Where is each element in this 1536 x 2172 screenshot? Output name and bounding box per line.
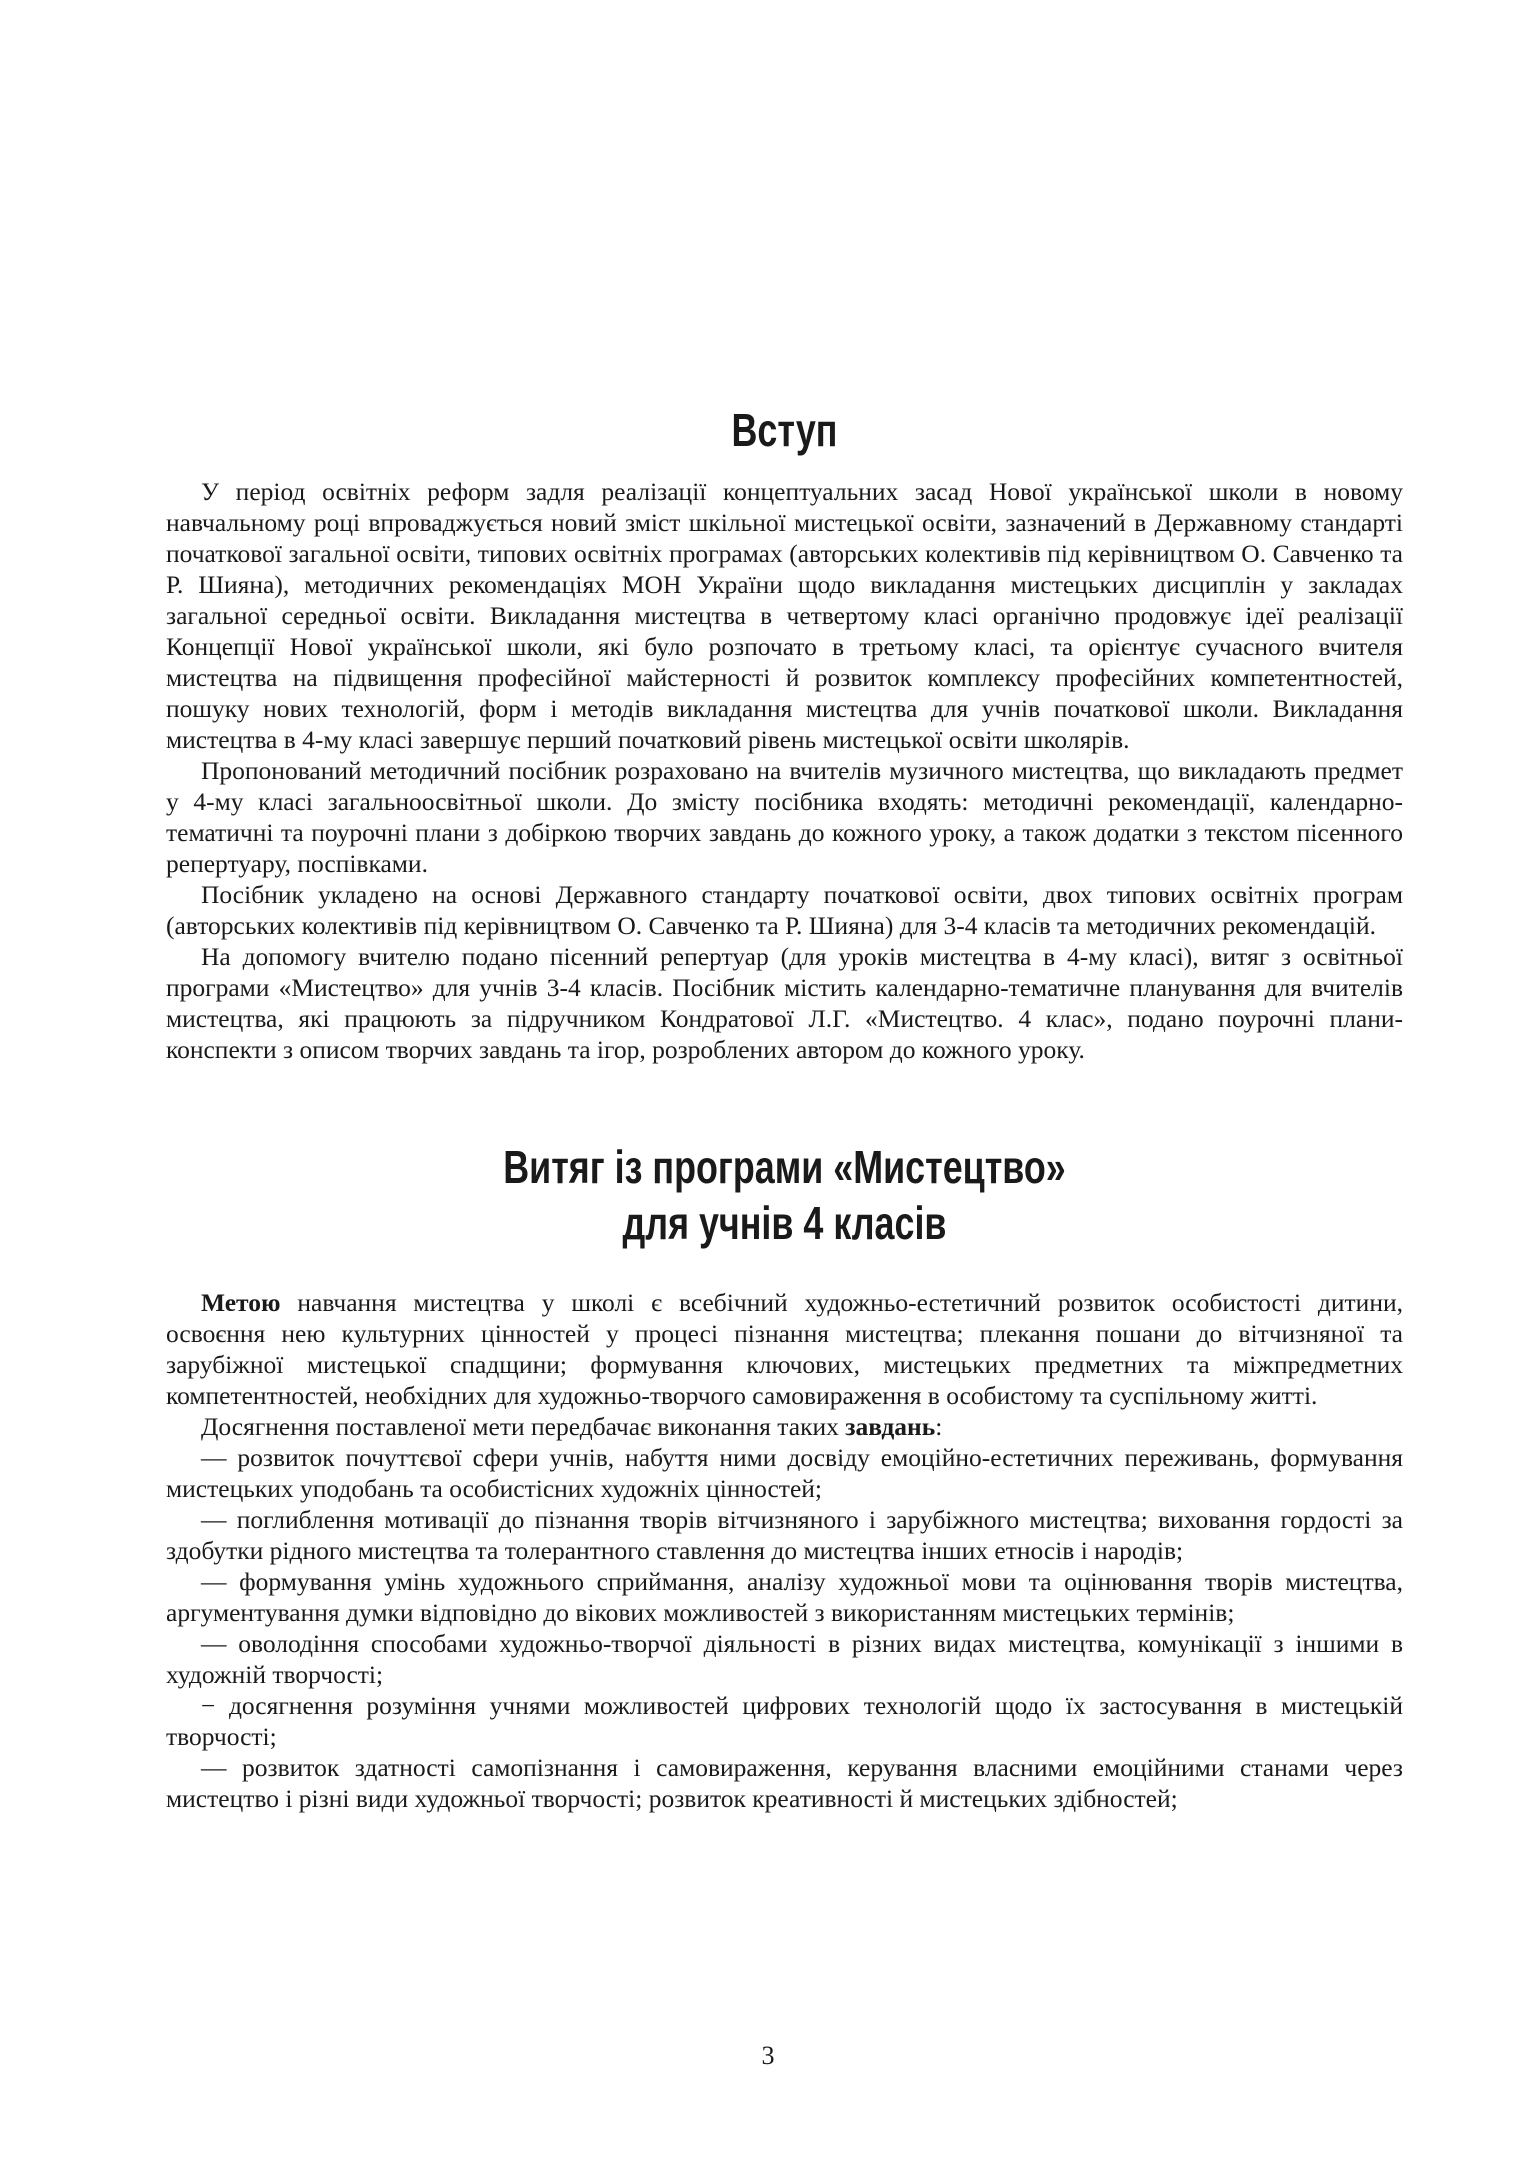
task-item-6: — розвиток здатності самопізнання і самовираження, керування власними емоційними станами через мистецтво і різні види художньої творчості; розвиток креативності й мистецьких здібностей;: [166, 1753, 1403, 1813]
task-item-4: — оволодіння способами художньо-творчої діяльності в різних видах мистецтва, комунікації з іншими в художній творчості;: [166, 1629, 1403, 1689]
task-item-3: — формування умінь художнього сприймання, аналізу художньої мови та оцінювання творів мистецтва, аргументування думки відповідно до вікових можливостей з використанням мистецьких термінів;: [166, 1567, 1403, 1627]
intro-title: Вступ: [731, 404, 838, 456]
intro-paragraph-1: У період освітніх реформ задля реалізації концептуальних засад Нової української школи в новому навчальному році впроваджується новий зміст шкільної мистецької освіти, зазначений в Державному стандарті початкової загальної освіти, типових освітніх програмах (авторських колективів під керівництвом О. Савченко та Р. Шияна), методичних рекомендаціях МОН України щодо викладання мистецьких дисциплін у закладах загальної середньої освіти. Викладання мистецтва в четвертому класі органічно продовжує ідеї реалізації Концепції Нової української школи, які було розпочато в третьому класі, та орієнтує сучасного вчителя мистецтва на підвищення професійної майстерності й розвиток комплексу професійних компетентностей, пошуку нових технологій, форм і методів викладання мистецтва для учнів початкової школи. Викладання мистецтва в 4-му класі завершує перший початковий рівень мистецької освіти школярів.: [166, 477, 1403, 754]
excerpt-title-line-2: для учнів 4 класів: [622, 1197, 947, 1249]
task-item-2: — поглиблення мотивації до пізнання творів вітчизняного і зарубіжного мистецтва; виховання гордості за здобутки рідного мистецтва та толерантного ставлення до мистецтва інших етносів і народів;: [166, 1505, 1403, 1565]
tasks-intro-text: Досягнення поставленої мети передбачає виконання таких: [201, 1412, 846, 1441]
intro-section: [166, 400, 1403, 1065]
intro-paragraph-3: Посібник укладено на основі Державного стандарту початкової освіти, двох типових освітніх програм (авторських колективів під керівництвом О. Савченко та Р. Шияна) для 3-4 класів та методичних рекомендацій.: [166, 880, 1403, 940]
goal-bold-term: Метою: [201, 1288, 281, 1317]
page-number: 3: [761, 2041, 775, 2070]
goal-text: навчання мистецтва у школі є всебічний художньо-естетичний розвиток особистості дитини, освоєння нею культурних цінностей у процесі пізнання мистецтва; плекання пошани до вітчизняної та зарубіжної мистецької спадщини; формування ключових, мистецьких предметних та міжпредметних компетентностей, необхідних для художньо-творчого самовираження в особистому та суспільному житті.: [166, 1288, 1403, 1410]
task-item-5: − досягнення розуміння учнями можливостей цифрових технологій щодо їх застосування в мистецькій творчості;: [166, 1691, 1403, 1751]
excerpt-title-line-1: Витяг із програми «Мистецтво»: [503, 1141, 1066, 1193]
intro-paragraph-2: Пропонований методичний посібник розраховано на вчителів музичного мистецтва, що викладають предмет у 4-му класі загальноосвітньої школи. До змісту посібника входять: методичні рекомендації, календарно-тематичні та поурочні плани з добіркою творчих завдань до кожного уроку, а також додатки з текстом пісенного репертуару, поспівками.: [166, 756, 1403, 878]
tasks-bold-term: завдань: [845, 1412, 936, 1441]
excerpt-heading: [166, 1139, 1403, 1251]
tasks-intro-paragraph: [166, 1411, 1403, 1442]
page-content: [166, 400, 1403, 1814]
goal-paragraph: [166, 1287, 1403, 1411]
tasks-colon: :: [935, 1412, 943, 1441]
program-excerpt-section: [166, 1139, 1403, 1814]
task-item-1: — розвиток почуттєвої сфери учнів, набуття ними досвіду емоційно-естетичних переживань, формування мистецьких уподобань та особистісних художніх цінностей;: [166, 1443, 1403, 1503]
intro-paragraph-4: На допомогу вчителю подано пісенний репертуар (для уроків мистецтва в 4-му класі), витяг з освітньої програми «Мистецтво» для учнів 3-4 класів. Посібник містить календарно-тематичне планування для вчителів мистецтва, які працюють за підручником Кондратової Л.Г. «Мистецтво. 4 клас», подано поурочні плани-конспекти з описом творчих завдань та ігор, розроблених автором до кожного уроку.: [166, 942, 1403, 1064]
